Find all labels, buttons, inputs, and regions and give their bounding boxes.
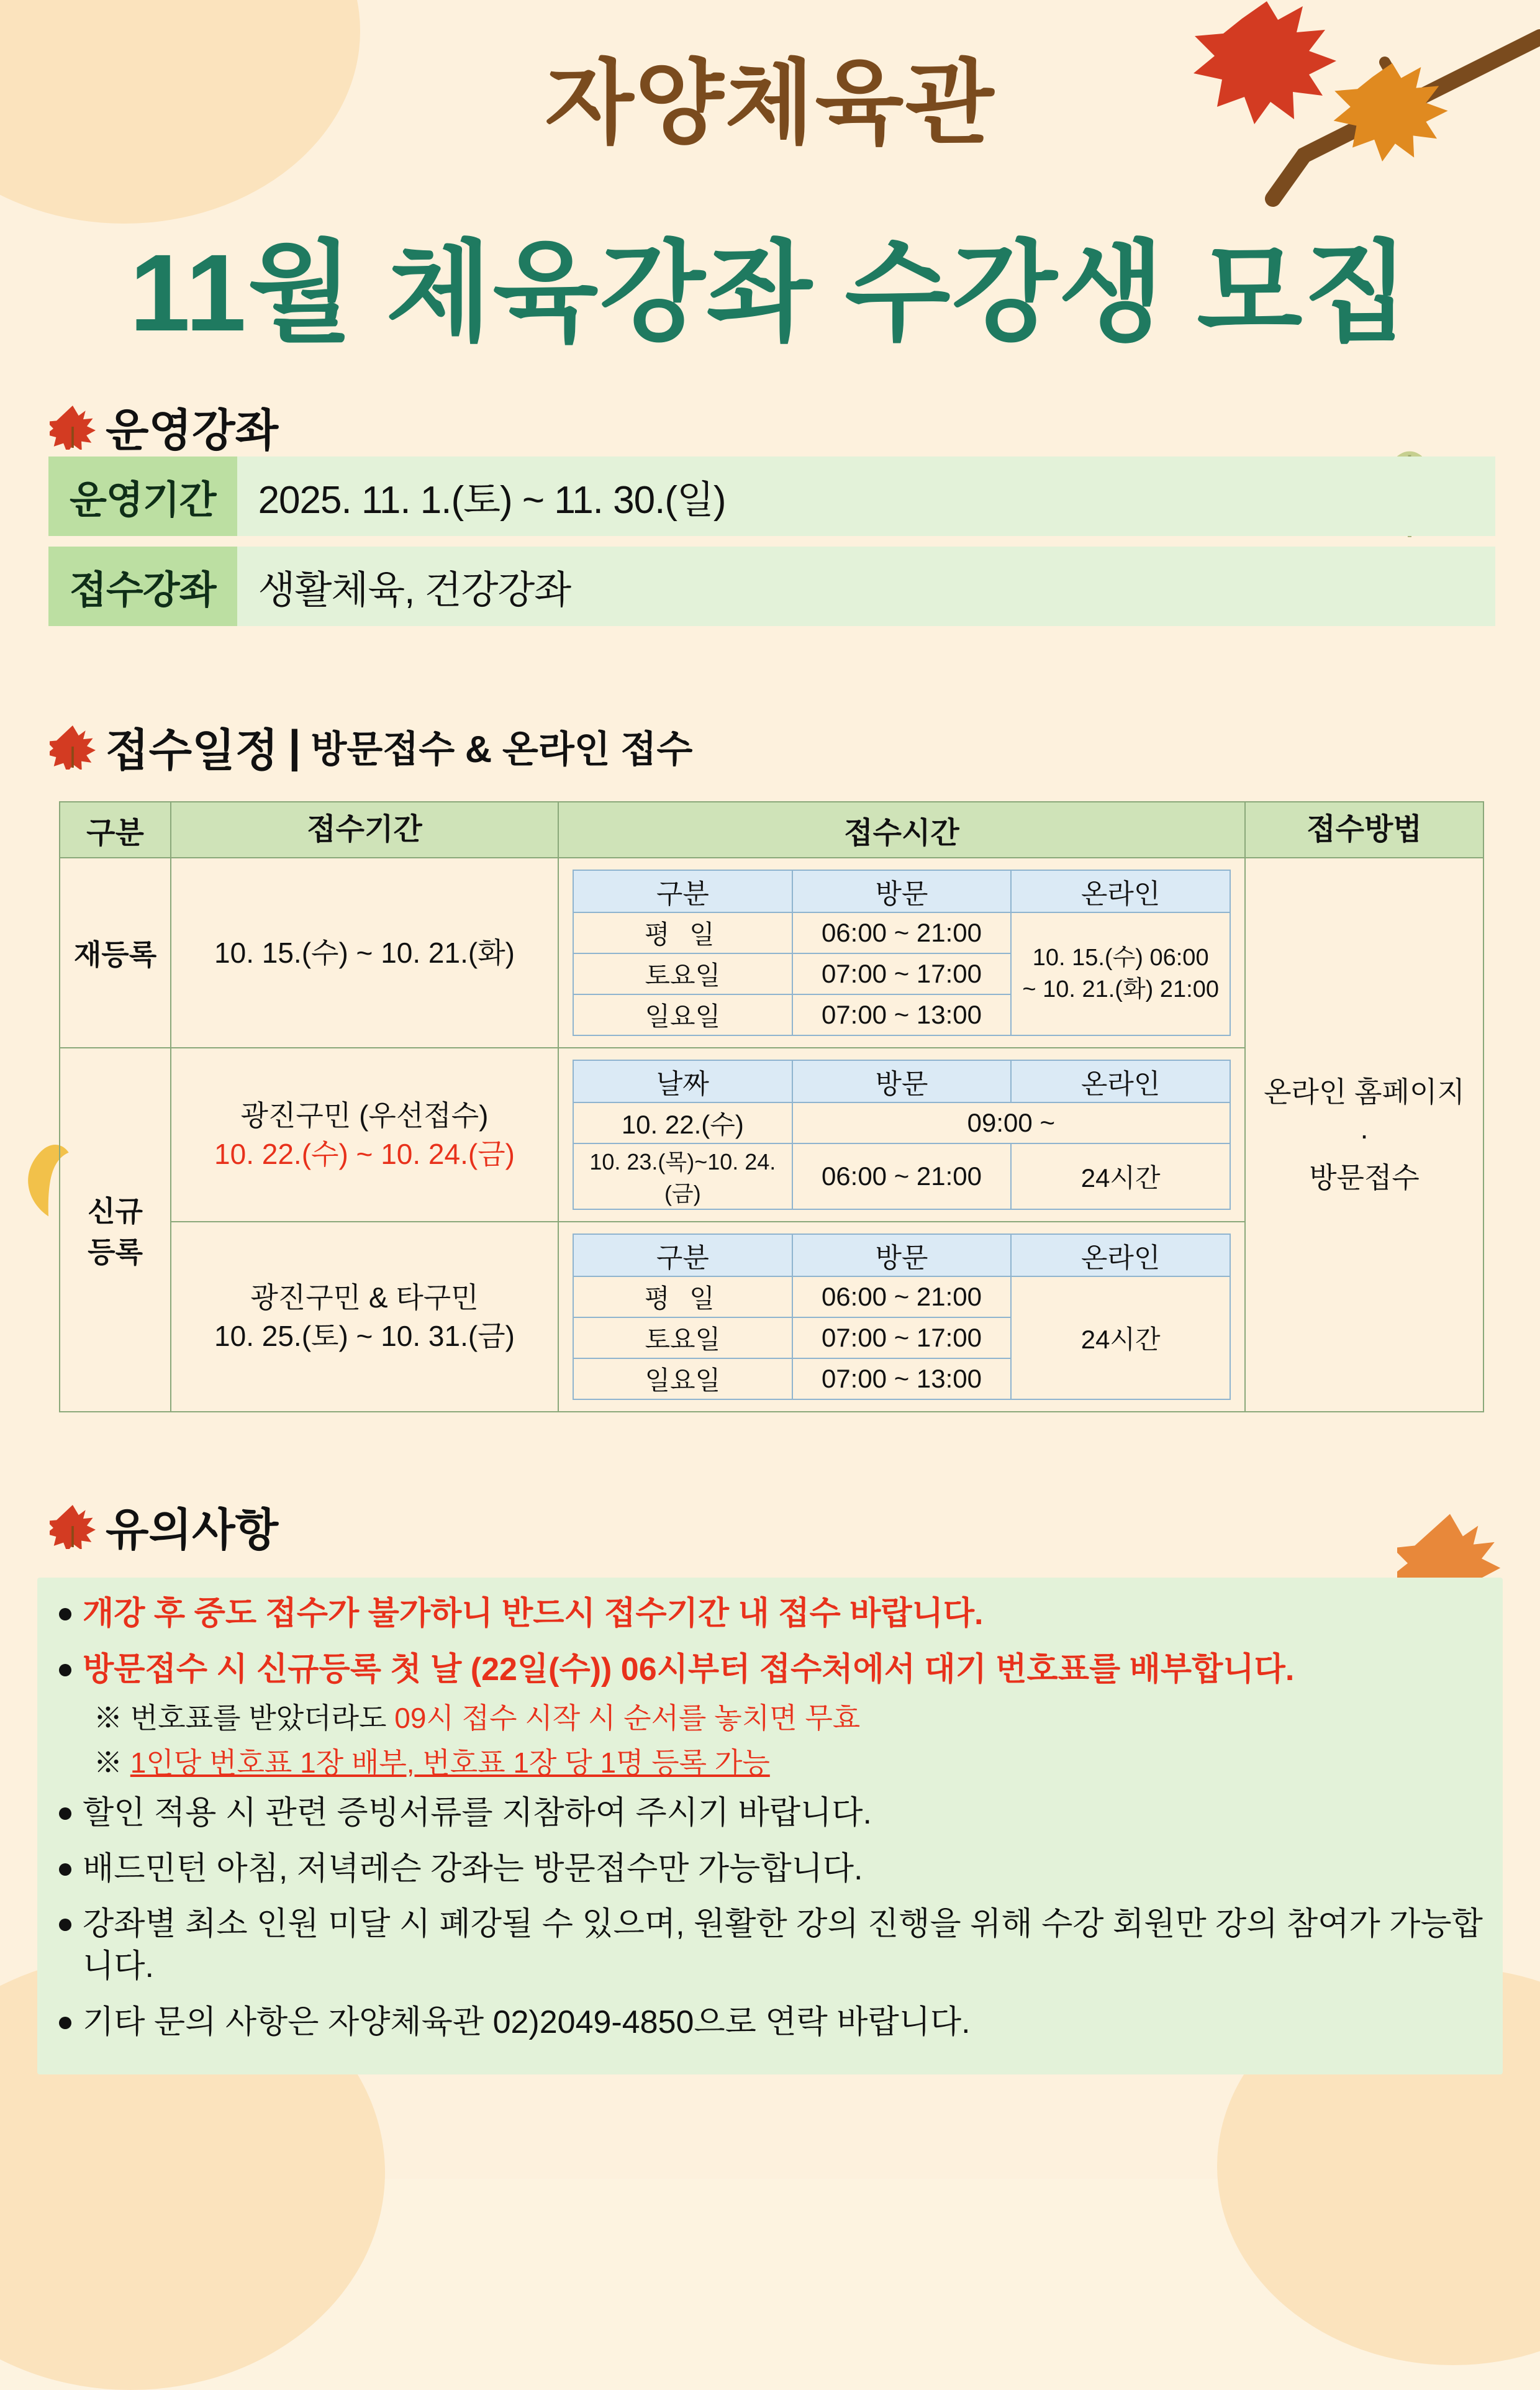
sub-note-underline: 1인당 번호표 1장 배부, 번호표 1장 당 1명 등록 가능	[130, 1747, 770, 1779]
inner-cell-merged-0900: 09:00 ~	[792, 1102, 1230, 1143]
sub-note-mark: ※	[94, 1702, 122, 1735]
inner-cell-date-2324: 10. 23.(목)~10. 24.(금)	[573, 1143, 792, 1209]
section-heading-schedule-label: 접수일정	[106, 726, 279, 776]
list-item	[59, 1593, 1487, 1635]
info-row-courses	[48, 547, 1495, 626]
section-heading-schedule	[50, 714, 692, 779]
method-dot: ·	[1359, 1118, 1369, 1151]
inner-cell-weekday: 평 일	[573, 912, 792, 953]
cell-period-re: 10. 15.(수) ~ 10. 21.(화)	[171, 858, 558, 1048]
notice-text: 방문접수 시 신규등록 첫 날 (22일(수)) 06시부터 접수처에서 대기 번호표를 배부합니다.	[83, 1651, 1295, 1688]
sub-note-red: 09시 접수 시작 시 순서를 놓치면 무효	[394, 1702, 861, 1735]
inner-table-re	[573, 870, 1231, 1036]
info-value-period: 2025. 11. 1.(토) ~ 11. 30.(일)	[258, 478, 726, 522]
list-item	[59, 1649, 1487, 1691]
notice-text: 개강 후 중도 접수가 불가하니 반드시 접수기간 내 접수 바랍니다.	[83, 1596, 984, 1632]
bullet-dot-icon	[59, 1863, 71, 1876]
period-all-line2: 10. 25.(토) ~ 10. 31.(금)	[214, 1320, 515, 1352]
inner-table-new-priority	[573, 1060, 1231, 1210]
th-category: 구분	[60, 802, 171, 858]
maple-bullet-icon	[50, 724, 96, 770]
inner-cell-weekday: 평 일	[573, 1276, 792, 1317]
info-value-courses: 생활체육, 건강강좌	[258, 568, 571, 612]
info-label-period: 운영기간	[48, 457, 237, 536]
inner-cell-sunday: 일요일	[573, 994, 792, 1035]
bullet-dot-icon	[59, 1807, 71, 1820]
list-item	[59, 1848, 1487, 1891]
inner-table-new-all	[573, 1234, 1231, 1400]
section-heading-program-label: 운영강좌	[106, 406, 279, 456]
period-all-line1: 광진구민 & 타구민	[250, 1281, 479, 1314]
cell-period-new-all	[171, 1222, 558, 1412]
inner-cell-date-22: 10. 22.(수)	[573, 1102, 792, 1143]
list-item	[59, 1792, 1487, 1835]
sub-note-mark: ※	[94, 1747, 122, 1779]
schedule-table-wrap	[59, 801, 1484, 1412]
inner-cell-sunday-visit: 07:00 ~ 13:00	[792, 994, 1012, 1035]
cell-time-new-priority	[558, 1048, 1245, 1222]
inner-th-visit: 방문	[792, 870, 1012, 912]
section-heading-schedule-sub: 방문접수 & 온라인 접수	[310, 729, 693, 770]
info-label-courses: 접수강좌	[48, 547, 237, 626]
inner-cell-weekday-visit: 06:00 ~ 21:00	[792, 1276, 1012, 1317]
method-line1: 온라인 홈페이지	[1264, 1075, 1465, 1108]
notice-text: 강좌별 최소 인원 미달 시 폐강될 수 있으며, 원활한 강의 진행을 위해 수강 회원만 강의 참여가 가능합니다.	[83, 1906, 1483, 1984]
list-item	[59, 1904, 1487, 1988]
inner-cell-2324-visit: 06:00 ~ 21:00	[792, 1143, 1012, 1209]
section-heading-program	[50, 394, 278, 459]
inner-th-online: 온라인	[1011, 1060, 1230, 1102]
inner-header-row	[573, 870, 1230, 912]
cell-method	[1245, 858, 1483, 1412]
table-row	[60, 858, 1483, 1048]
inner-cell-saturday-visit: 07:00 ~ 17:00	[792, 953, 1012, 994]
cell-period-new-priority	[171, 1048, 558, 1222]
inner-cell-online-merged-24h: 24시간	[1011, 1276, 1230, 1399]
inner-cell-2324-online: 24시간	[1011, 1143, 1230, 1209]
inner-header-row	[573, 1234, 1230, 1276]
notice-text: 할인 적용 시 관련 증빙서류를 지참하여 주시기 바랍니다.	[83, 1795, 872, 1832]
inner-cell-sunday-visit: 07:00 ~ 13:00	[792, 1358, 1012, 1399]
th-time: 접수시간	[558, 802, 1245, 858]
page-title: 자양체육관	[545, 52, 995, 155]
inner-th-visit: 방문	[792, 1234, 1012, 1276]
inner-cell-sunday: 일요일	[573, 1358, 792, 1399]
period-priority-line1: 광진구민 (우선접수)	[240, 1099, 489, 1132]
inner-th-category: 구분	[573, 1234, 792, 1276]
notice-list	[59, 1593, 1487, 2057]
inner-row	[573, 912, 1230, 953]
inner-header-row	[573, 1060, 1230, 1102]
category-new-line1: 신규	[88, 1195, 143, 1227]
inner-cell-saturday-visit: 07:00 ~ 17:00	[792, 1317, 1012, 1358]
inner-th-category: 구분	[573, 870, 792, 912]
inner-th-visit: 방문	[792, 1060, 1012, 1102]
period-priority-line2: 10. 22.(수) ~ 10. 24.(금)	[214, 1138, 515, 1170]
sub-note-plain: 번호표를 받았더라도	[130, 1702, 395, 1735]
method-line2: 방문접수	[1309, 1161, 1420, 1194]
category-new-line2: 등록	[88, 1236, 143, 1268]
sub-note-2	[94, 1740, 1487, 1781]
bullet-dot-icon	[59, 1664, 71, 1676]
schedule-table	[59, 801, 1484, 1412]
inner-row	[573, 1276, 1230, 1317]
maple-bullet-icon	[50, 1503, 96, 1549]
online-merged-line1: 10. 15.(수) 06:00	[1032, 944, 1209, 971]
cell-category-re: 재등록	[60, 858, 171, 1048]
notice-text: 배드민턴 아침, 저녁레슨 강좌는 방문접수만 가능합니다.	[83, 1850, 863, 1887]
inner-row	[573, 1143, 1230, 1209]
bullet-dot-icon	[59, 1608, 71, 1620]
inner-cell-online-merged	[1011, 912, 1230, 1035]
inner-th-online: 온라인	[1011, 1234, 1230, 1276]
cell-category-new	[60, 1048, 171, 1412]
online-merged-line2: ~ 10. 21.(화) 21:00	[1022, 976, 1219, 1002]
maple-bullet-icon	[50, 404, 96, 450]
inner-th-date: 날짜	[573, 1060, 792, 1102]
bullet-dot-icon	[59, 2017, 71, 2029]
section-heading-separator: |	[288, 722, 301, 771]
info-row-period	[48, 457, 1495, 536]
inner-cell-saturday: 토요일	[573, 953, 792, 994]
cell-time-new-all	[558, 1222, 1245, 1412]
section-heading-notice-label: 유의사항	[106, 1506, 279, 1555]
sub-note-1	[94, 1696, 1487, 1737]
table-header-row	[60, 802, 1483, 858]
section-heading-notice	[50, 1494, 278, 1558]
inner-cell-weekday-visit: 06:00 ~ 21:00	[792, 912, 1012, 953]
page-subtitle: 11월 체육강좌 수강생 모집	[129, 232, 1411, 354]
inner-row	[573, 1102, 1230, 1143]
notice-text: 기타 문의 사항은 자양체육관 02)2049-4850으로 연락 바랍니다.	[83, 2004, 971, 2040]
inner-th-online: 온라인	[1011, 870, 1230, 912]
th-period: 접수기간	[171, 802, 558, 858]
inner-cell-saturday: 토요일	[573, 1317, 792, 1358]
cell-time-re	[558, 858, 1245, 1048]
list-item	[59, 2002, 1487, 2044]
th-method: 접수방법	[1245, 802, 1483, 858]
bullet-dot-icon	[59, 1919, 71, 1931]
